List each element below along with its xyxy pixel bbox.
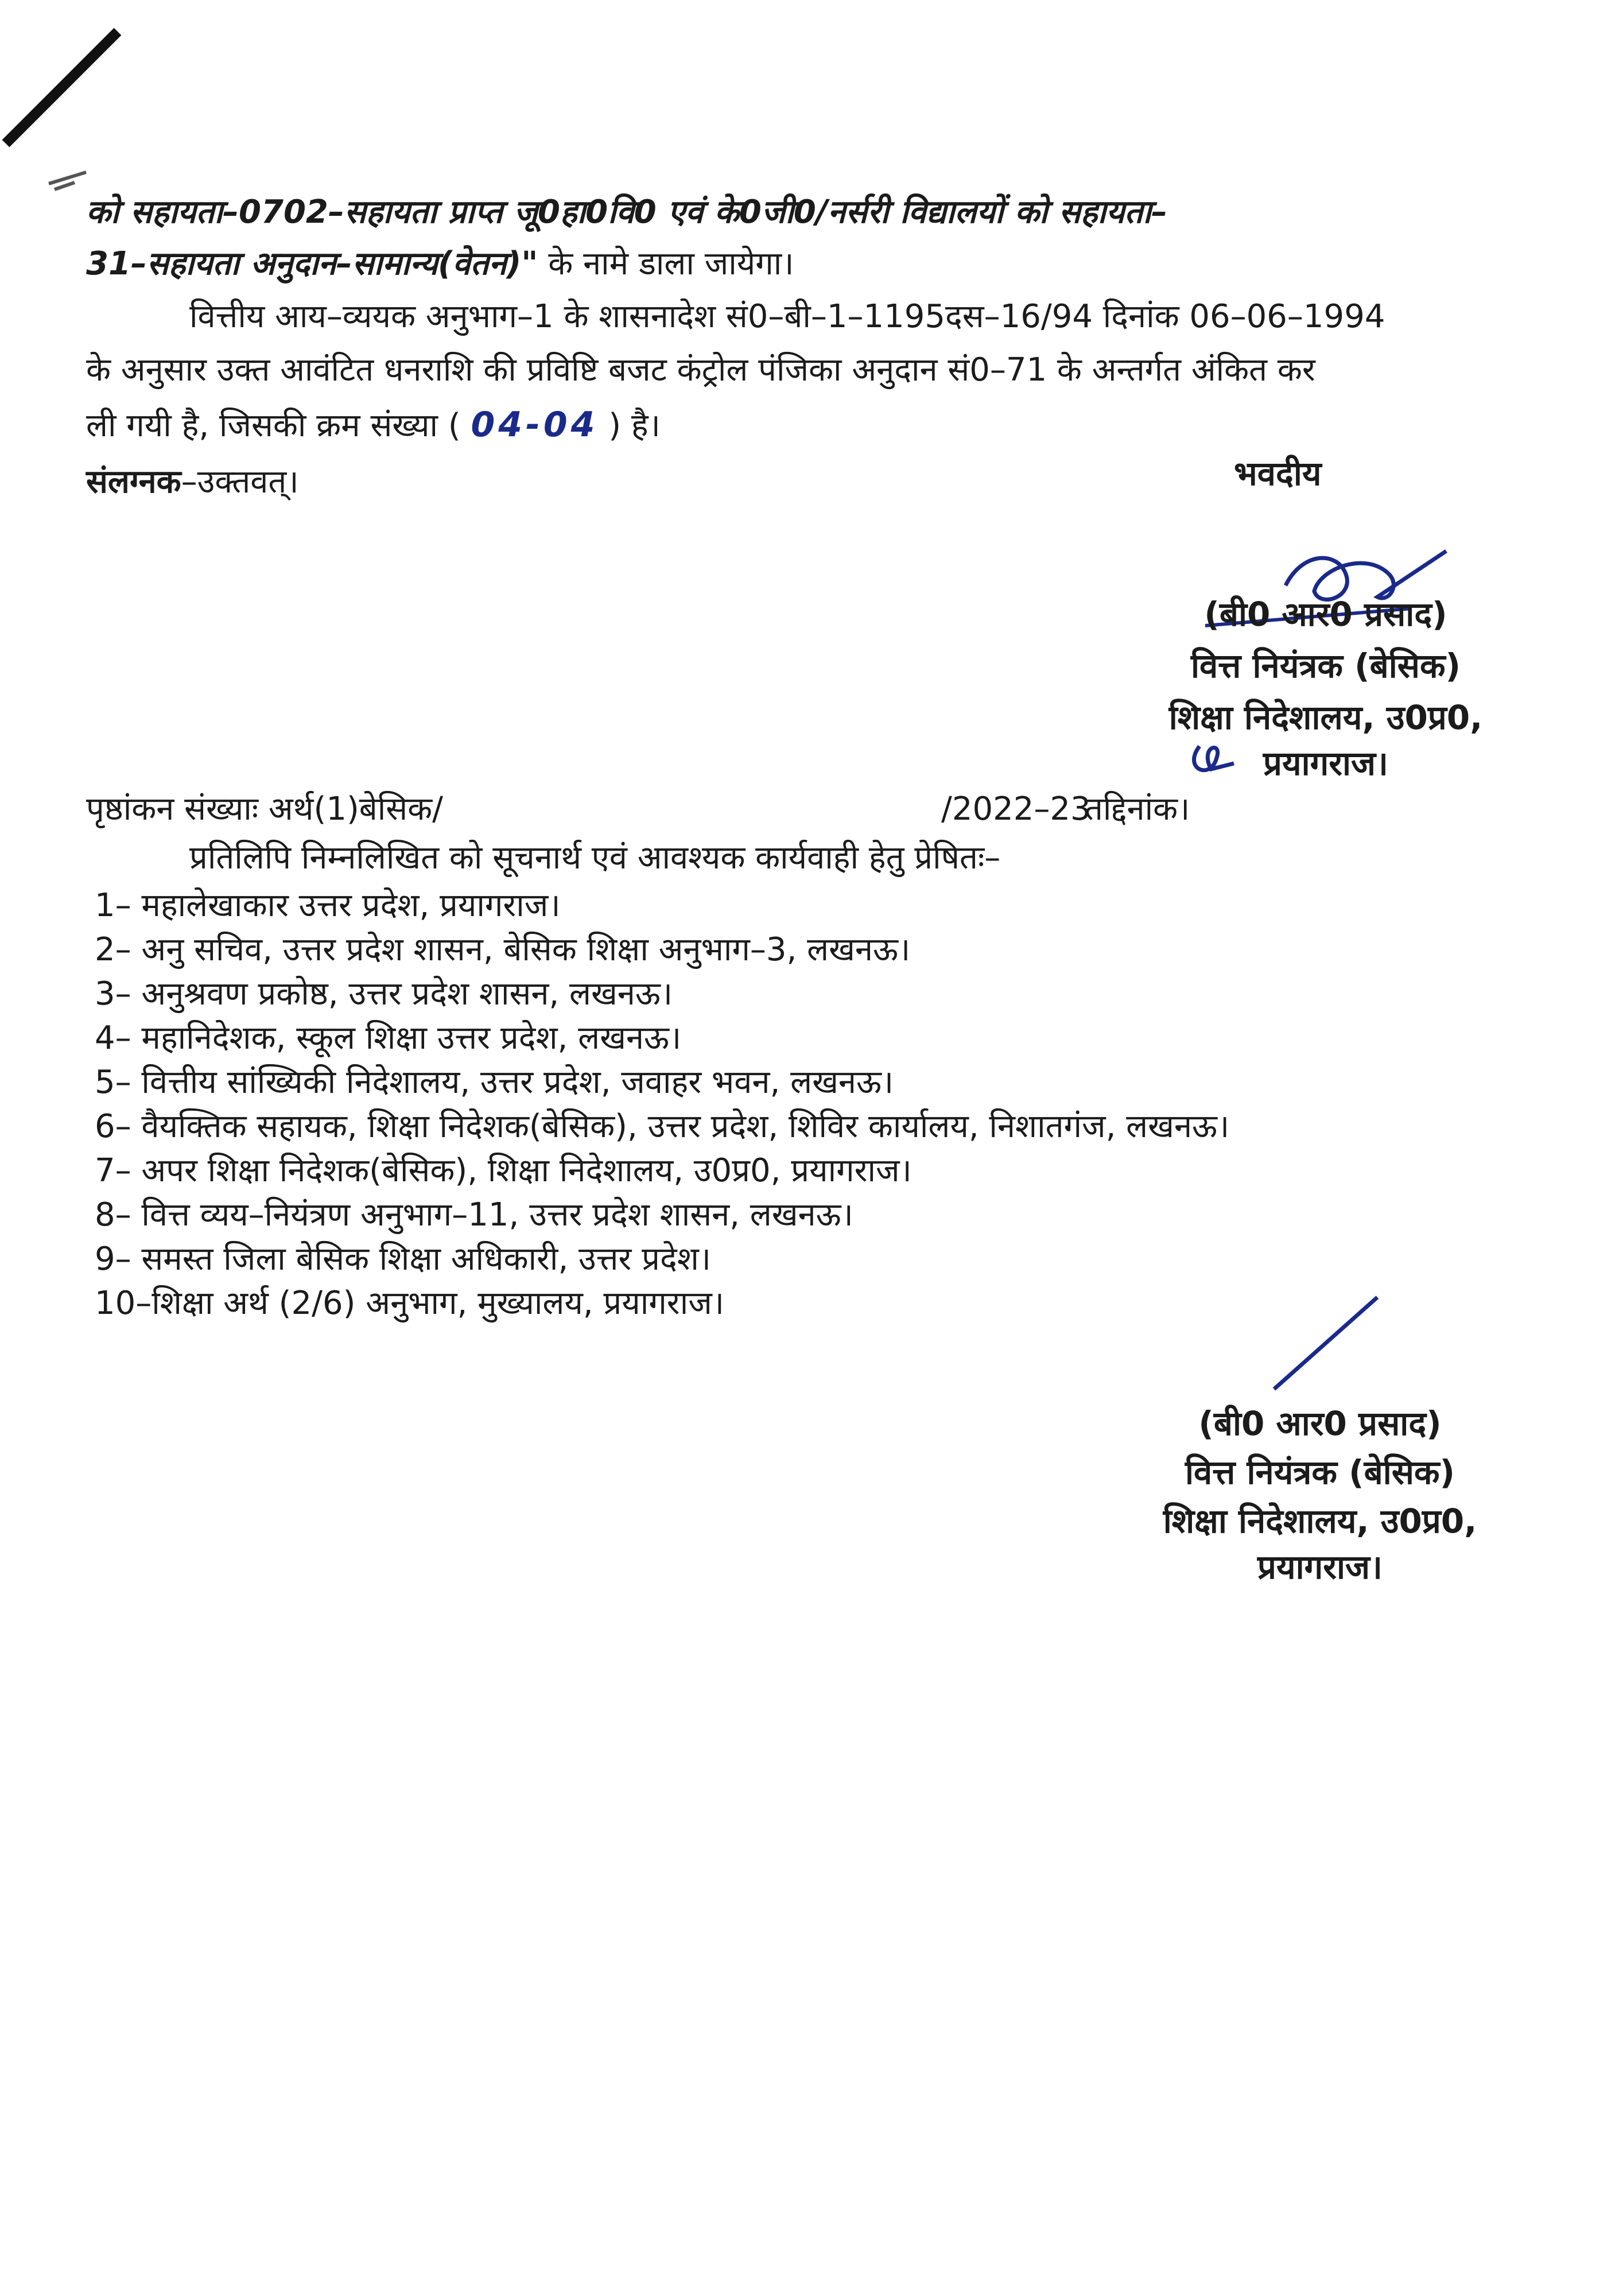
small-mark xyxy=(49,172,86,189)
list-item: 2– अनु सचिव, उत्तर प्रदेश शासन, बेसिक शिक्षा अनुभाग–3, लखनऊ। xyxy=(95,931,911,968)
list-item: 3– अनुश्रवण प्रकोष्ठ, उत्तर प्रदेश शासन, लखनऊ। xyxy=(95,975,673,1013)
para2-line3-post: ) है। xyxy=(598,407,661,444)
enclosure-rest: –उक्तवत्। xyxy=(181,463,299,501)
para2-line1: वित्तीय आय–व्ययक अनुभाग–1 के शासनादेश सं0–बी–1–1195दस–16/94 दिनांक 06–06–1994 xyxy=(189,298,1385,335)
list-item: 5– वित्तीय सांख्यिकी निदेशालय, उत्तर प्रदेश, जवाहर भवन, लखनऊ। xyxy=(95,1064,894,1101)
closing-bhavdiya: भवदीय xyxy=(1234,454,1322,493)
para2-line2: के अनुसार उक्त आवंटित धनराशि की प्रविष्टि बजट कंट्रोल पंजिका अनुदान सं0–71 के अन्तर्गत अंकित कर xyxy=(86,351,1315,389)
list-item: 7– अपर शिक्षा निदेशक(बेसिक), शिक्षा निदेशालय, उ0प्र0, प्रयागराज। xyxy=(95,1152,912,1189)
sig2-city: प्रयागराज। xyxy=(1257,1548,1383,1587)
para1-line2 xyxy=(86,241,794,287)
sig1-office: शिक्षा निदेशालय, उ0प्र0, xyxy=(1168,698,1483,737)
endorsement-intro: प्रतिलिपि निम्नलिखित को सूचनार्थ एवं आवश्यक कार्यवाही हेतु प्रेषितः– xyxy=(189,839,1001,876)
enclosure-label: संलग्नक xyxy=(86,463,181,501)
list-item: 8– वित्त व्यय–नियंत्रण अनुभाग–11, उत्तर प्रदेश शासन, लखनऊ। xyxy=(95,1196,853,1234)
endorsement-date: तद्दिनांक। xyxy=(1085,790,1190,828)
list-item: 10–शिक्षा अर्थ (2/6) अनुभाग, मुख्यालय, प्रयागराज। xyxy=(95,1285,724,1322)
sig1-city: प्रयागराज। xyxy=(1263,744,1389,783)
enclosure-line xyxy=(86,459,299,505)
sig2-designation: वित्त नियंत्रक (बेसिक) xyxy=(1185,1453,1455,1492)
para1-line1: को सहायता–0702–सहायता प्राप्त जू0हा0वि0 एवं के0जी0/नर्सरी विद्यालयों को सहायता– xyxy=(86,193,1167,231)
handwritten-serial-number: 04-04 xyxy=(471,405,599,445)
para2-line3 xyxy=(86,402,661,449)
second-signature-stroke xyxy=(1274,1297,1377,1389)
endorsement-year: /2022–23 xyxy=(941,790,1091,828)
corner-stroke xyxy=(6,32,118,144)
para1-line2-bold: 31–सहायता अनुदान–सामान्य(वेतन)" xyxy=(86,245,538,282)
sig1-name: (बी0 आर0 प्रसाद) xyxy=(1204,595,1447,634)
para1-line2-rest: के नामे डाला जायेगा। xyxy=(538,245,794,282)
endorsement-number: पृष्ठांकन संख्याः अर्थ(1)बेसिक/ xyxy=(86,790,444,828)
sig2-name: (बी0 आर0 प्रसाद) xyxy=(1198,1404,1442,1443)
sig2-office: शिक्षा निदेशालय, उ0प्र0, xyxy=(1163,1502,1477,1541)
list-item: 6– वैयक्तिक सहायक, शिक्षा निदेशक(बेसिक), उत्तर प्रदेश, शिविर कार्यालय, निशातगंज, लखनऊ। xyxy=(95,1108,1230,1145)
list-item: 1– महालेखाकार उत्तर प्रदेश, प्रयागराज। xyxy=(95,887,561,924)
list-item: 4– महानिदेशक, स्कूल शिक्षा उत्तर प्रदेश, लखनऊ। xyxy=(95,1019,682,1057)
list-item: 9– समस्त जिला बेसिक शिक्षा अधिकारी, उत्तर प्रदेश। xyxy=(95,1240,712,1278)
para2-line3-pre: ली गयी है, जिसकी क्रम संख्या ( xyxy=(86,407,471,444)
sig1-designation: वित्त नियंत्रक (बेसिक) xyxy=(1190,646,1461,685)
